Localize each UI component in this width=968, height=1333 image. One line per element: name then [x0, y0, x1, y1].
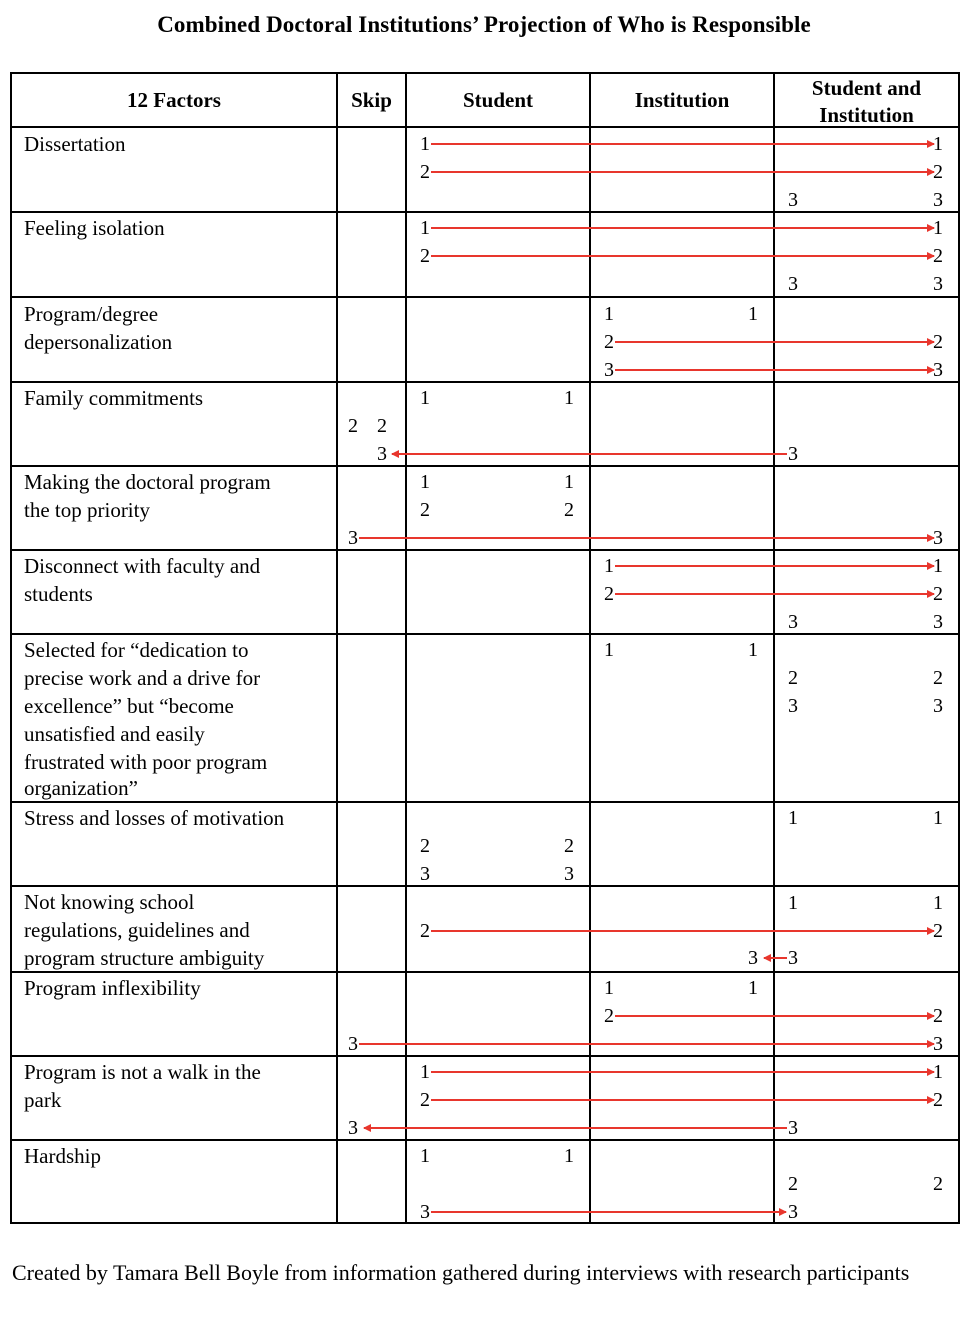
mark: 3	[788, 273, 798, 295]
mark: 3	[377, 443, 387, 465]
mark: 3	[420, 1201, 430, 1223]
mark: 2	[420, 499, 430, 521]
mark: 1	[420, 1145, 430, 1167]
mark: 1	[604, 977, 614, 999]
mark: 2	[604, 1005, 614, 1027]
mark: 1	[933, 555, 943, 577]
factor-label: Family commitments	[24, 386, 204, 410]
header-student: Student	[462, 88, 534, 112]
mark: 3	[788, 695, 798, 717]
mark: 2	[788, 1173, 798, 1195]
mark: 1	[564, 471, 574, 493]
mark: 3	[933, 273, 943, 295]
mark: 1	[564, 387, 574, 409]
mark: 1	[420, 217, 430, 239]
mark: 2	[564, 835, 574, 857]
mark: 2	[933, 1173, 943, 1195]
page-title: Combined Doctoral Institutions’ Projection of Who is Responsible	[157, 12, 811, 37]
mark: 2	[348, 415, 358, 437]
mark: 2	[604, 331, 614, 353]
mark: 1	[933, 807, 943, 829]
factor-label: Not knowing school regulations, guidelines and program structure ambiguity	[24, 890, 265, 970]
mark: 3	[604, 359, 614, 381]
mark: 2	[933, 1089, 943, 1111]
mark: 3	[933, 1033, 943, 1055]
factor-label: Program is not a walk in the park	[24, 1060, 261, 1112]
mark: 1	[420, 1061, 430, 1083]
header-skip: Skip	[351, 88, 392, 112]
header-student-institution: Student and Institution	[811, 76, 922, 127]
factor-label: Program inflexibility	[24, 976, 201, 1000]
factor-label: Hardship	[24, 1144, 101, 1168]
mark: 2	[420, 245, 430, 267]
mark: 3	[933, 189, 943, 211]
mark: 2	[933, 1005, 943, 1027]
mark: 3	[788, 443, 798, 465]
mark: 3	[933, 527, 943, 549]
mark: 2	[933, 920, 943, 942]
mark: 2	[564, 499, 574, 521]
mark: 2	[420, 835, 430, 857]
mark: 1	[420, 387, 430, 409]
mark: 3	[933, 695, 943, 717]
mark: 1	[788, 807, 798, 829]
factor-label: Program/degree depersonalization	[24, 302, 173, 354]
mark: 1	[933, 133, 943, 155]
mark: 1	[933, 1061, 943, 1083]
mark: 2	[420, 161, 430, 183]
factor-label: Disconnect with faculty and students	[24, 554, 261, 606]
mark: 1	[748, 303, 758, 325]
mark: 1	[564, 1145, 574, 1167]
mark: 3	[748, 947, 758, 969]
mark: 2	[933, 245, 943, 267]
mark: 3	[933, 611, 943, 633]
header-institution: Institution	[634, 88, 730, 112]
mark: 2	[933, 331, 943, 353]
mark: 2	[604, 583, 614, 605]
factor-label: Selected for “dedication to precise work and a drive for excellence” but “become unsatisfied and easily frustrated with poor program organization”	[24, 638, 268, 800]
mark: 3	[348, 527, 358, 549]
mark: 3	[933, 359, 943, 381]
mark: 1	[420, 471, 430, 493]
mark: 1	[604, 303, 614, 325]
mark: 2	[788, 667, 798, 689]
mark: 3	[348, 1117, 358, 1139]
factor-label: Making the doctoral program the top priority	[24, 470, 271, 522]
mark: 1	[604, 555, 614, 577]
mark: 3	[348, 1033, 358, 1055]
header-factors: 12 Factors	[127, 88, 221, 112]
mark: 2	[420, 920, 430, 942]
mark: 1	[748, 639, 758, 661]
factor-label: Stress and losses of motivation	[24, 806, 285, 830]
footer-credit: Created by Tamara Bell Boyle from information gathered during interviews with research participants	[12, 1260, 910, 1285]
factor-label: Dissertation	[24, 132, 126, 156]
mark: 3	[788, 1201, 798, 1223]
mark: 3	[788, 947, 798, 969]
mark: 2	[933, 667, 943, 689]
mark: 2	[420, 1089, 430, 1111]
mark: 1	[420, 133, 430, 155]
mark: 1	[788, 892, 798, 914]
mark: 3	[788, 611, 798, 633]
mark: 3	[420, 863, 430, 885]
mark: 2	[933, 583, 943, 605]
mark: 1	[604, 639, 614, 661]
factor-label: Feeling isolation	[24, 216, 165, 240]
mark: 2	[933, 161, 943, 183]
mark: 3	[788, 189, 798, 211]
mark: 3	[788, 1117, 798, 1139]
mark: 1	[748, 977, 758, 999]
mark: 2	[377, 415, 387, 437]
mark: 1	[933, 217, 943, 239]
mark: 3	[564, 863, 574, 885]
mark: 1	[933, 892, 943, 914]
